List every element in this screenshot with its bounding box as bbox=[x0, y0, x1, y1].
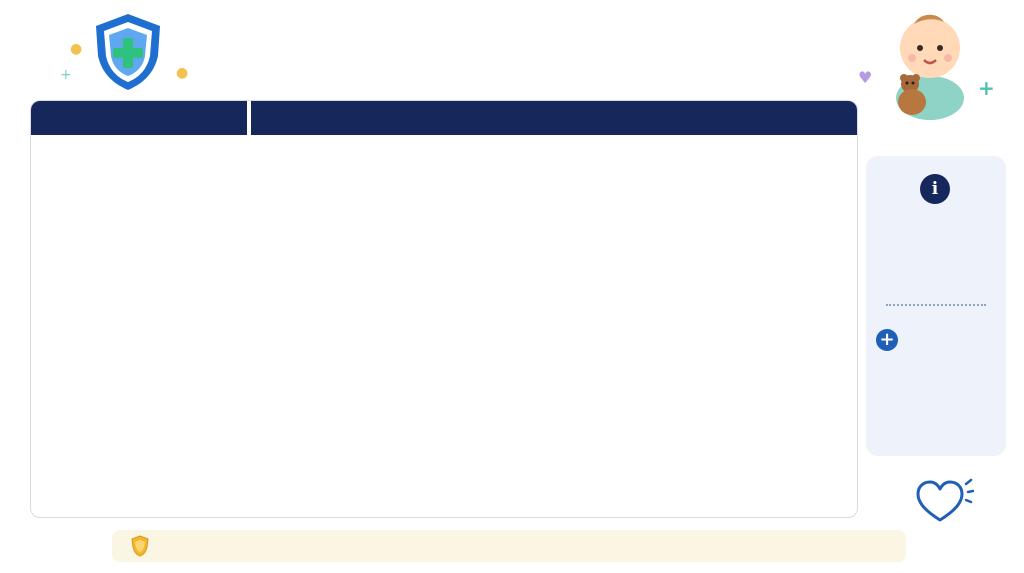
sparkle-icon: + bbox=[60, 67, 72, 83]
shield-yellow-icon bbox=[130, 535, 150, 557]
heart-outline-icon bbox=[914, 476, 974, 526]
plus-icon: + bbox=[876, 329, 898, 351]
vaccine-schedule-table bbox=[30, 100, 858, 518]
table-header bbox=[31, 101, 858, 135]
sparkle-icon: ● bbox=[176, 65, 189, 81]
heart-small-icon: ♥ bbox=[858, 68, 873, 87]
divider bbox=[886, 304, 986, 306]
info-panel bbox=[866, 156, 1006, 456]
footer-note bbox=[112, 530, 906, 562]
shield-cross-icon bbox=[92, 12, 164, 92]
column-header-age bbox=[31, 101, 247, 135]
sparkle-icon: + bbox=[978, 76, 995, 100]
sparkle-icon: ● bbox=[70, 41, 83, 57]
info-icon: i bbox=[920, 174, 950, 204]
baby-with-teddy-icon bbox=[884, 8, 974, 120]
column-header-vaccines bbox=[251, 101, 858, 135]
column-divider bbox=[247, 101, 251, 518]
